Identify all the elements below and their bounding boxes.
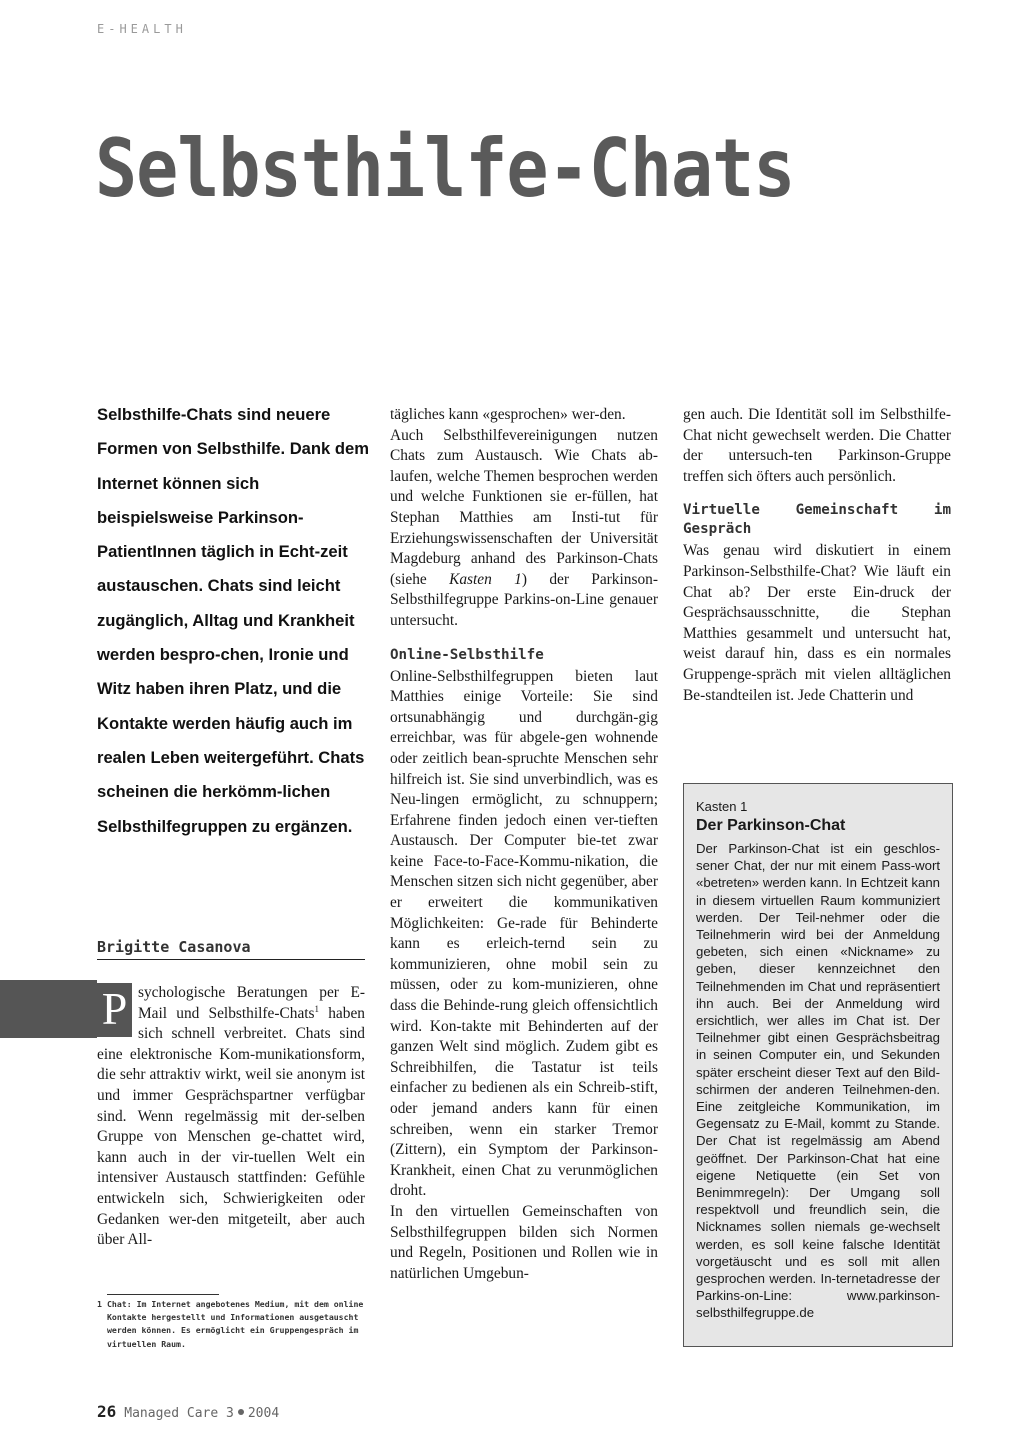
article-column-2	[390, 405, 658, 1284]
bullet-icon	[238, 1409, 244, 1415]
article-column-3	[683, 405, 951, 706]
paragraph	[390, 426, 658, 632]
paragraph: Online-Selbsthilfegruppen bieten laut Matthies einige Vorteile: Sie sind ortsunabhängig und durchgän-gig erreichbar, was für abgele-gen wohnende oder zeitlich bean-spruchte Menschen sehr hilfreich ist. Sie sind unverbindlich, was es Neu-lingen ermöglicht, zu schnuppern; Erfahrene finden jedoch einen ver-tieften Austausch. Der Computer bie-tet zwar keine Face-to-Face-Kommu-nikation, die Menschen sitzen sich nicht gegenüber, aber er erweitert die kommunikativen Möglichkeiten: Ge-rade für Behinderte kann es erleich-ternd sein zu kommunizieren, ohne mobil sein zu müssen, oder zu kom-munizieren, ohne dass die Behinde-rung gleich offensichtlich wird. Kon-takte mit Behinderten auf der ganzen Welt sind möglich. Zudem gibt es Schreibhilfen, die Tastatur ist teils einfacher zu bedienen als ein Schreib-stift, oder jemand anders kann für einen schreiben, wenn ein starker Tremor (Zittern), ein Symptom der Parkinson-Krankheit, einen Chat zu verunmöglichen droht.	[390, 667, 658, 1200]
article-column-1	[97, 983, 365, 1251]
section-label: E-HEALTH	[97, 22, 187, 36]
footnote-ref: 1	[314, 1003, 320, 1014]
sidebar-label: Kasten 1	[696, 799, 748, 814]
footnote-number: 1	[97, 1299, 102, 1309]
paragraph: In den virtuellen Gemeinschaften von Selbsthilfegruppen bilden sich Normen und Regeln, Positionen und Rollen wie in natürlichen Umgebun-	[390, 1202, 658, 1282]
drop-cap: P	[97, 983, 132, 1037]
paragraph: gen auch. Die Identität soll im Selbsthilfe-Chat nicht gewechselt werden. Die Chatter der untersuch-ten Parkinson-Gruppe treffen sich öfters auch persönlich.	[683, 406, 951, 485]
decorative-tab	[0, 980, 97, 1038]
paragraph-text: ) der Parkinson-Selbsthilfegruppe Parkins-on-Line genauer untersucht.	[390, 570, 658, 629]
subheading: Online-Selbsthilfe	[390, 646, 544, 663]
sidebar-title: Der Parkinson-Chat	[696, 817, 846, 834]
paragraph: tägliches kann «gesprochen» wer-den.	[390, 406, 626, 423]
issue-number: 3	[226, 1406, 234, 1421]
intro-rest: haben sich schnell verbreitet. Chats sind eine elektronische Kom-munikationsform, die sehr attraktiv wirkt, weil sie anonym ist und immer Gesprächspartner verfügbar sind. Wenn regelmässig mit der-selben Gruppe von Menschen ge-chattet wird, kann auch in der vir-tuellen Welt ein intensiver Austausch stattfinden: Gefühle entwickeln sich, Schwierigkeiten oder Gedanken wer-den mitgeteilt, aber auch über All-	[97, 1004, 365, 1249]
article-title: Selbsthilfe-Chats	[95, 121, 795, 216]
page-footer	[97, 1402, 279, 1421]
paragraph: Was genau wird diskutiert in einem Parkinson-Selbsthilfe-Chat? Wie läuft ein Chat ab? Der erste Ein-druck der Gesprächsausschnitte, die Stephan Matthies gesammelt und untersucht hat, weist darauf hin, dass es ein normales Gruppenge-spräch mit vielen alltäglichen Be-standteilen ist. Jede Chatterin und	[683, 542, 951, 704]
intro-paragraph	[97, 983, 365, 1251]
lead-paragraph: Selbsthilfe-Chats sind neuere Formen von Selbsthilfe. Dank dem Internet können sich beispielsweise Parkinson-PatientInnen täglich in Echt-zeit austauschen. Chats sind leicht zugänglich, Alltag und Krankheit werden bespro-chen, Ironie und Witz haben ihren Platz, und die Kontakte werden häufig auch im realen Leben weitergeführt. Chats scheinen die herkömm-lichen Selbsthilfegruppen zu ergänzen.	[97, 405, 370, 836]
paragraph-text: Auch Selbsthilfevereinigungen nutzen Chats zum Austausch. Wie Chats ab-laufen, welche Themen besprochen werden und welche Funktionen sie er-füllen, hat Stephan Matthies am Insti-tut für Erziehungswissenschaften der Universität Magdeburg anhand des Parkinson-Chats (siehe	[390, 426, 658, 588]
author-byline: Brigitte Casanova	[97, 938, 365, 960]
sidebar-box	[683, 783, 953, 1347]
footnote	[97, 1298, 367, 1351]
footnote-text: Chat: Im Internet angebotenes Medium, mit dem online Kontakte hergestellt und Informationen ausgetauscht werden können. Es ermöglicht ein Gruppengespräch im virtuellen Raum.	[107, 1299, 364, 1349]
page-number: 26	[97, 1402, 117, 1421]
box-reference: Kasten 1	[449, 570, 522, 588]
intro-start: sychologische Beratungen per E-Mail und Selbsthilfe-Chats	[138, 984, 365, 1022]
issue-year: 2004	[247, 1406, 280, 1421]
journal-name: Managed Care	[124, 1406, 219, 1421]
footnote-rule	[107, 1294, 219, 1295]
subheading: Virtuelle Gemeinschaft im Gespräch	[683, 502, 951, 538]
sidebar-text: Der Parkinson-Chat ist ein geschlos-sener Chat, der nur mit einem Pass-wort «betreten» werden kann. In Echtzeit kann in diesem virtuellen Raum kommuniziert werden. Der Teil-nehmer oder die Teilnehmerin wird bei der Anmeldung gebeten, sich einen «Nickname» zu geben, dieser kennzeichnet den Teilnehmenden im Chat und repräsentiert ihn auch. Bei der Anmeldung wird ersichtlich, wer alles im Chat ist. Der Teilnehmer gibt einen Gesprächsbeitrag in seinen Computer ein, und Sekunden später erscheint dieser Text auf den Bild-schirmen der anderen Teilnehmen-den. Eine zeitgleiche Kommunikation, im Gegensatz zu E-Mail, kommt zu Stande. Der Chat ist regelmässig am Abend geöffnet. Der Parkinson-Chat hat eine eigene Netiquette (ein Set von Benimmregeln): Der Umgang soll respektvoll und freundlich sein, die Nicknames sollen niemals ge-wechselt werden, es soll keine falsche Identität vorgetäuscht und es soll mit allen gesprochen werden. In-ternetadresse der Parkins-on-Line: www.parkinson-selbsthilfegruppe.de	[696, 841, 940, 1321]
